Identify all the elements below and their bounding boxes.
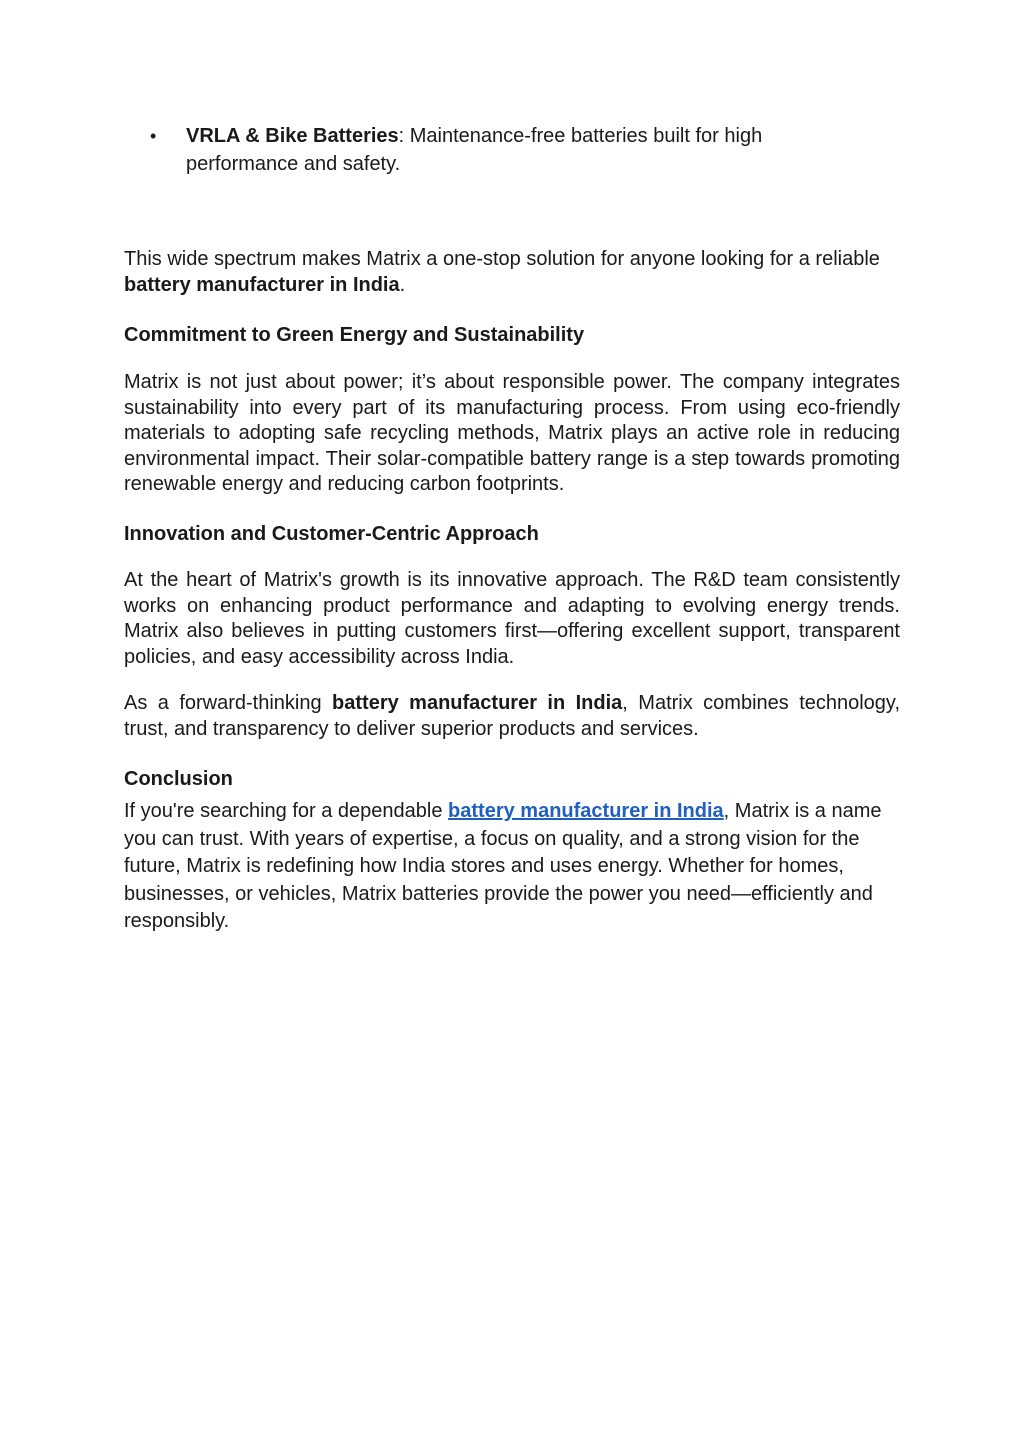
- forward-text-end: , Matrix combines technology, trust, and transparency to deliver superior products and services.: [124, 692, 900, 740]
- bullet-term: VRLA & Bike Batteries: [186, 125, 399, 147]
- bullet-marker: •: [150, 126, 157, 146]
- battery-manufacturer-link[interactable]: battery manufacturer in India: [448, 800, 724, 822]
- intro-paragraph: [124, 247, 900, 298]
- bullet-text: : Maintenance-free batteries built for high performance and safety.: [186, 125, 763, 175]
- forward-text: As a forward-thinking: [124, 692, 333, 714]
- conclusion-text-end: , Matrix is a name you can trust. With years of expertise, a focus on quality, and a strong vision for the future, Matrix is redefining how India stores and uses energy. Whether for homes, businesses, or vehicles, Matrix batteries provide the power you need—efficiently and responsibly.: [124, 800, 882, 933]
- conclusion-text: If you're searching for a dependable: [124, 800, 449, 822]
- product-bullet-list: [150, 122, 870, 178]
- sustainability-paragraph: Matrix is not just about power; it’s about responsible power. The company integrates sustainability into every part of its manufacturing process. From using eco-friendly materials to adopting safe recycling methods, Matrix plays an active role in reducing environmental impact. Their solar-compatible battery range is a step towards promoting renewable energy and reducing carbon footprints.: [124, 371, 900, 495]
- forward-bold-phrase: battery manufacturer in India: [332, 692, 623, 714]
- section-heading-conclusion: Conclusion: [124, 768, 233, 790]
- forward-thinking-paragraph: [124, 691, 900, 742]
- innovation-paragraph: At the heart of Matrix's growth is its innovative approach. The R&D team consistently works on enhancing product performance and adapting to evolving energy trends. Matrix also believes in putting customers first—offering excellent support, transparent policies, and easy accessibility across India.: [124, 569, 900, 668]
- section-heading-sustainability: Commitment to Green Energy and Sustainability: [124, 324, 585, 346]
- section-heading-innovation: Innovation and Customer-Centric Approach: [124, 523, 539, 545]
- intro-text: This wide spectrum makes Matrix a one-stop solution for anyone looking for a reliable: [124, 248, 880, 270]
- conclusion-paragraph: [124, 798, 914, 936]
- intro-bold-phrase: battery manufacturer in India: [124, 273, 400, 296]
- intro-text-end: .: [399, 273, 406, 296]
- list-item: [150, 122, 870, 178]
